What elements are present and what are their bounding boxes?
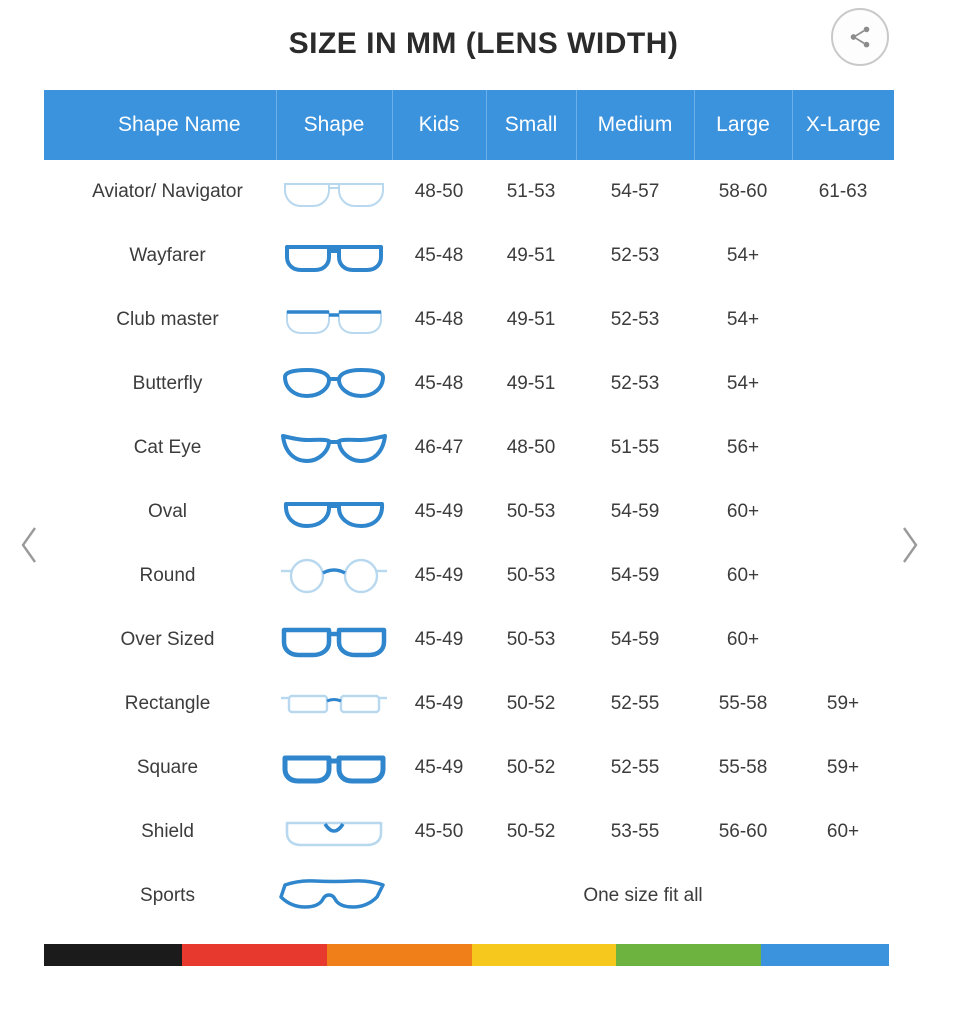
cateye-glasses-icon	[279, 427, 389, 469]
strip-segment-yellow	[472, 944, 617, 966]
table-row	[44, 608, 894, 672]
shape-cell	[276, 224, 392, 288]
cell-small: 49-51	[486, 352, 576, 416]
strip-segment-red	[182, 944, 327, 966]
cell-kids: 45-49	[392, 736, 486, 800]
row-label: Square	[44, 736, 276, 800]
cell-kids: 45-50	[392, 800, 486, 864]
cell-kids: 45-48	[392, 224, 486, 288]
cell-small: 50-52	[486, 800, 576, 864]
cell-medium: 52-55	[576, 736, 694, 800]
table-row	[44, 672, 894, 736]
column-header-xlarge: X-Large	[792, 90, 894, 160]
size-chart-table-wrap	[44, 90, 894, 928]
chevron-right-icon	[897, 523, 921, 567]
table-row	[44, 288, 894, 352]
shape-cell	[276, 544, 392, 608]
cell-large: 60+	[694, 480, 792, 544]
cell-xlarge	[792, 224, 894, 288]
cell-medium: 53-55	[576, 800, 694, 864]
cell-one-size: One size fit all	[392, 864, 894, 928]
cell-small: 50-53	[486, 480, 576, 544]
table-row	[44, 800, 894, 864]
cell-large: 55-58	[694, 736, 792, 800]
strip-segment-orange	[327, 944, 472, 966]
cell-medium: 54-57	[576, 160, 694, 224]
cell-xlarge	[792, 288, 894, 352]
oversized-glasses-icon	[279, 619, 389, 661]
cell-medium: 52-53	[576, 288, 694, 352]
cell-kids: 45-48	[392, 288, 486, 352]
cell-large: 58-60	[694, 160, 792, 224]
table-row	[44, 480, 894, 544]
cell-kids: 48-50	[392, 160, 486, 224]
cell-medium: 52-53	[576, 352, 694, 416]
right-gutter	[941, 0, 957, 1024]
cell-small: 49-51	[486, 224, 576, 288]
carousel-next-button[interactable]	[889, 515, 929, 575]
table-header-row	[44, 90, 894, 160]
column-header-shape-name: Shape Name	[44, 90, 276, 160]
cell-large: 54+	[694, 224, 792, 288]
cell-kids: 46-47	[392, 416, 486, 480]
shape-cell	[276, 288, 392, 352]
shape-cell	[276, 160, 392, 224]
butterfly-glasses-icon	[279, 363, 389, 405]
chevron-left-icon	[18, 523, 42, 567]
cell-medium: 51-55	[576, 416, 694, 480]
column-header-medium: Medium	[576, 90, 694, 160]
shape-cell	[276, 864, 392, 928]
cell-kids: 45-48	[392, 352, 486, 416]
row-label: Butterfly	[44, 352, 276, 416]
size-chart-table	[44, 90, 894, 928]
shape-cell	[276, 672, 392, 736]
cell-small: 50-52	[486, 736, 576, 800]
strip-segment-blue	[761, 944, 889, 966]
row-label: Wayfarer	[44, 224, 276, 288]
cell-large: 54+	[694, 288, 792, 352]
column-header-small: Small	[486, 90, 576, 160]
square-glasses-icon	[279, 747, 389, 789]
cell-small: 50-52	[486, 672, 576, 736]
shield-glasses-icon	[279, 811, 389, 853]
title-bar	[0, 0, 957, 88]
cell-kids: 45-49	[392, 544, 486, 608]
rectangle-glasses-icon	[279, 683, 389, 725]
cell-medium: 54-59	[576, 608, 694, 672]
row-label: Over Sized	[44, 608, 276, 672]
table-row	[44, 416, 894, 480]
round-glasses-icon	[279, 555, 389, 597]
cell-large: 56-60	[694, 800, 792, 864]
cell-medium: 52-55	[576, 672, 694, 736]
cell-kids: 45-49	[392, 672, 486, 736]
shape-cell	[276, 416, 392, 480]
cell-small: 49-51	[486, 288, 576, 352]
shape-cell	[276, 800, 392, 864]
oval-glasses-icon	[279, 491, 389, 533]
row-label: Rectangle	[44, 672, 276, 736]
cell-xlarge: 59+	[792, 736, 894, 800]
page-title: SIZE IN MM (LENS WIDTH)	[288, 27, 679, 60]
cell-kids: 45-49	[392, 608, 486, 672]
share-icon	[847, 24, 873, 50]
cell-medium: 54-59	[576, 544, 694, 608]
strip-segment-black	[44, 944, 182, 966]
table-row	[44, 352, 894, 416]
aviator-glasses-icon	[279, 171, 389, 213]
cell-kids: 45-49	[392, 480, 486, 544]
table-row	[44, 544, 894, 608]
column-header-shape: Shape	[276, 90, 392, 160]
table-row	[44, 160, 894, 224]
cell-medium: 52-53	[576, 224, 694, 288]
color-strip	[44, 944, 889, 966]
wayfarer-glasses-icon	[279, 235, 389, 277]
cell-large: 56+	[694, 416, 792, 480]
row-label: Cat Eye	[44, 416, 276, 480]
cell-small: 50-53	[486, 544, 576, 608]
cell-xlarge: 60+	[792, 800, 894, 864]
cell-xlarge	[792, 608, 894, 672]
cell-medium: 54-59	[576, 480, 694, 544]
shape-cell	[276, 736, 392, 800]
cell-large: 55-58	[694, 672, 792, 736]
row-label: Oval	[44, 480, 276, 544]
row-label: Aviator/ Navigator	[44, 160, 276, 224]
strip-segment-green	[616, 944, 761, 966]
row-label: Round	[44, 544, 276, 608]
column-header-kids: Kids	[392, 90, 486, 160]
row-label: Club master	[44, 288, 276, 352]
table-body	[44, 160, 894, 928]
cell-xlarge	[792, 480, 894, 544]
cell-small: 48-50	[486, 416, 576, 480]
left-gutter	[0, 0, 16, 1024]
clubmaster-glasses-icon	[279, 299, 389, 341]
row-label: Shield	[44, 800, 276, 864]
sports-glasses-icon	[279, 875, 389, 917]
cell-xlarge	[792, 544, 894, 608]
cell-large: 60+	[694, 544, 792, 608]
carousel-prev-button[interactable]	[10, 515, 50, 575]
cell-xlarge: 61-63	[792, 160, 894, 224]
cell-xlarge	[792, 416, 894, 480]
table-row	[44, 224, 894, 288]
column-header-large: Large	[694, 90, 792, 160]
cell-small: 50-53	[486, 608, 576, 672]
shape-cell	[276, 352, 392, 416]
table-row	[44, 736, 894, 800]
row-label: Sports	[44, 864, 276, 928]
cell-small: 51-53	[486, 160, 576, 224]
share-button[interactable]	[831, 8, 889, 66]
table-row	[44, 864, 894, 928]
shape-cell	[276, 608, 392, 672]
cell-xlarge: 59+	[792, 672, 894, 736]
shape-cell	[276, 480, 392, 544]
cell-large: 54+	[694, 352, 792, 416]
cell-xlarge	[792, 352, 894, 416]
cell-large: 60+	[694, 608, 792, 672]
